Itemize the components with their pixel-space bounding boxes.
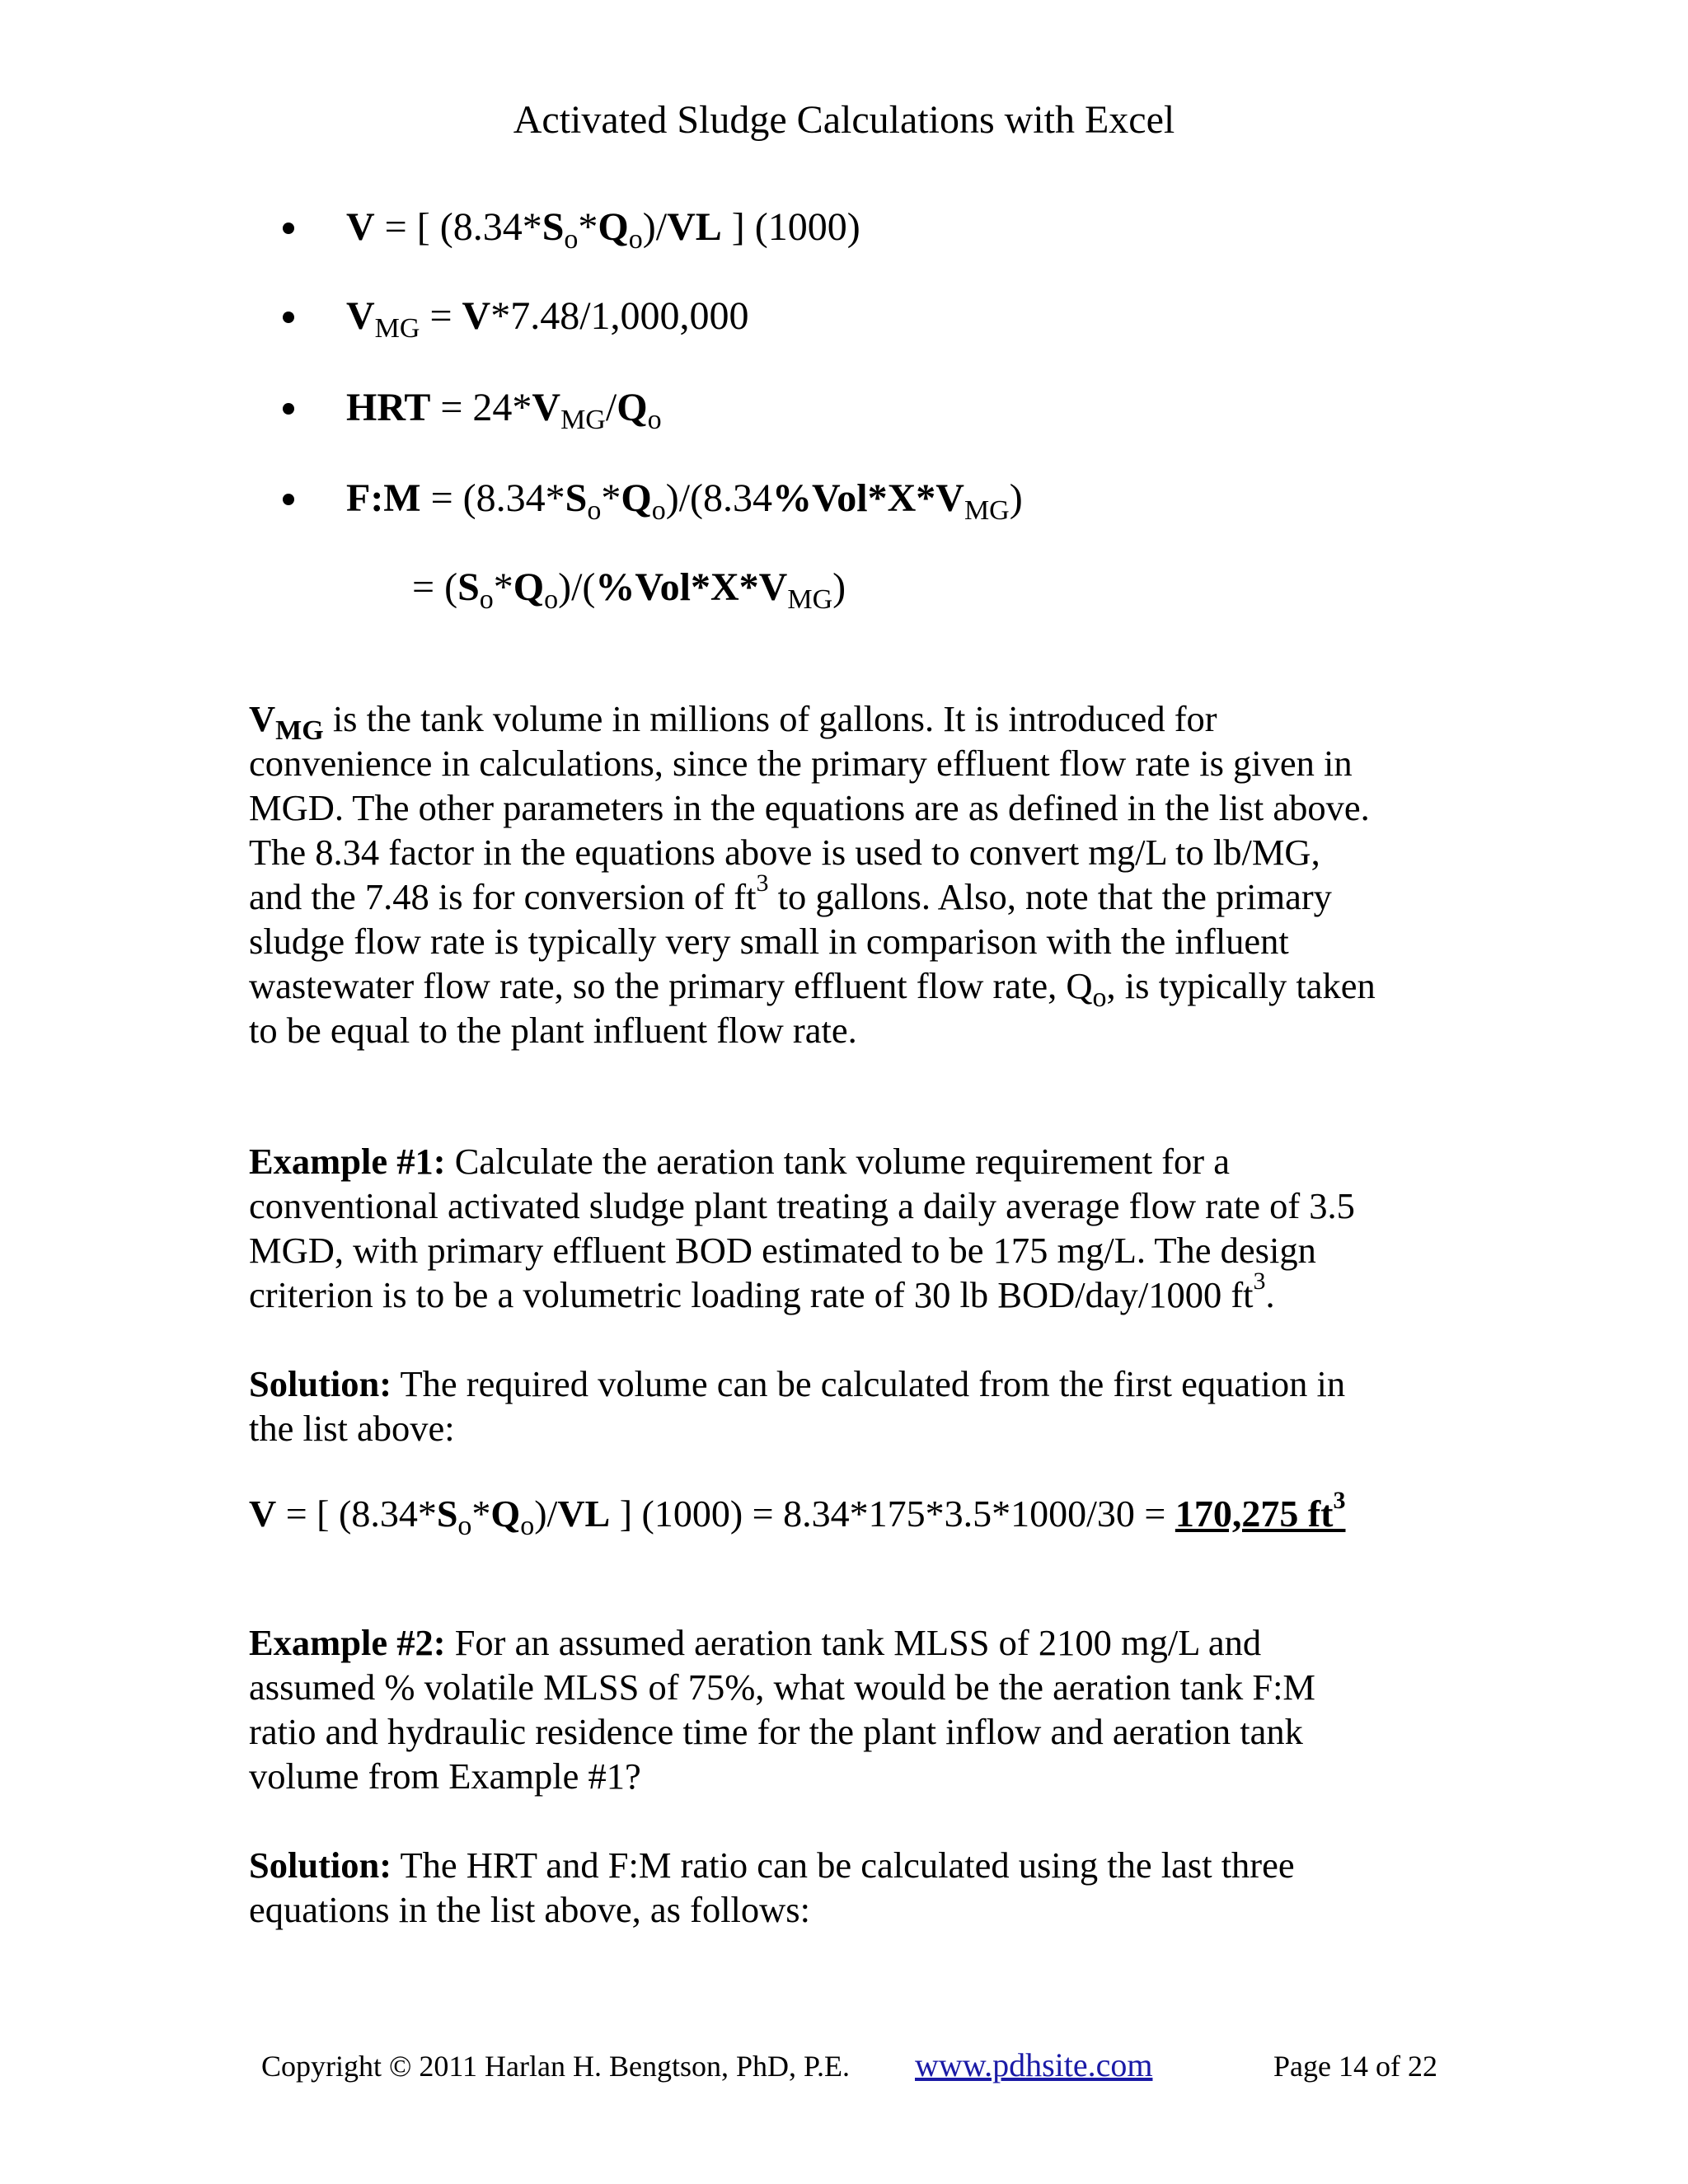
vmg-explanation-paragraph: $V_{MG}$ is the tank volume in millions of gallons. It is introduced for convenience in calculations, since the primary effluent flow rate is given in MGD. The other parameters in the equations are as defined in the list above. The 8.34 factor in the equations above is used to convert mg/L to lb/MG, and the 7.48 is for conversion of $ft^3$ to gallons. Also, note that the primary sludge flow rate is typically very small in comparison with the influent wastewater flow rate, so the primary effluent flow rate, $Q_o$, is typically taken to be equal to the plant influent flow rate.	[249, 698, 1376, 1051]
bullet-dot	[283, 494, 294, 505]
solution-2-paragraph: Solution: The HRT and F:M ratio can be calculated using the last three equations in the list above, as follows:	[249, 1844, 1295, 1930]
volume-calculation: V = [ $(8.34*S_o*Q_o)/VL$ ] (1000) = 8.34*175*3.5*1000/30 = 170,275 $ft^3$	[249, 1487, 1346, 1541]
footer-website-link[interactable]: www.pdhsite.com	[915, 2046, 1153, 2083]
footer-page-number: Page 14 of 22	[1273, 2050, 1437, 2083]
bullet-dot	[283, 403, 294, 415]
solution-1-paragraph: Solution: The required volume can be calculated from the first equation in the list above:	[249, 1363, 1346, 1449]
bullet-dot	[283, 312, 294, 323]
example-1-paragraph: Example #1: Calculate the aeration tank volume requirement for a conventional activated sludge plant treating a daily average flow rate of 3.5 MGD, with primary effluent BOD estimated to be 175 mg/L. The design criterion is to be a volumetric loading rate of 30 lb BOD/day/1000 $ft^3$.	[249, 1141, 1355, 1315]
example-2-paragraph: Example #2: For an assumed aeration tank MLSS of 2100 mg/L and assumed % volatile MLSS of 75%, what would be the aeration tank F:M ratio and hydraulic residence time for the plant inflow and aeration tank volume from Example #1?	[249, 1622, 1315, 1797]
equation-fm-simplified: = $(S_o*Q_o)/(\%Vol*X*V_{MG})$	[412, 565, 846, 615]
page-header-title: Activated Sludge Calculations with Excel	[513, 98, 1175, 142]
bullet-dot	[283, 223, 294, 234]
volume-answer: 170,275 $ft^3$	[1175, 1487, 1346, 1535]
footer-copyright: Copyright © 2011 Harlan H. Bengtson, PhD, P.E.	[261, 2050, 851, 2083]
